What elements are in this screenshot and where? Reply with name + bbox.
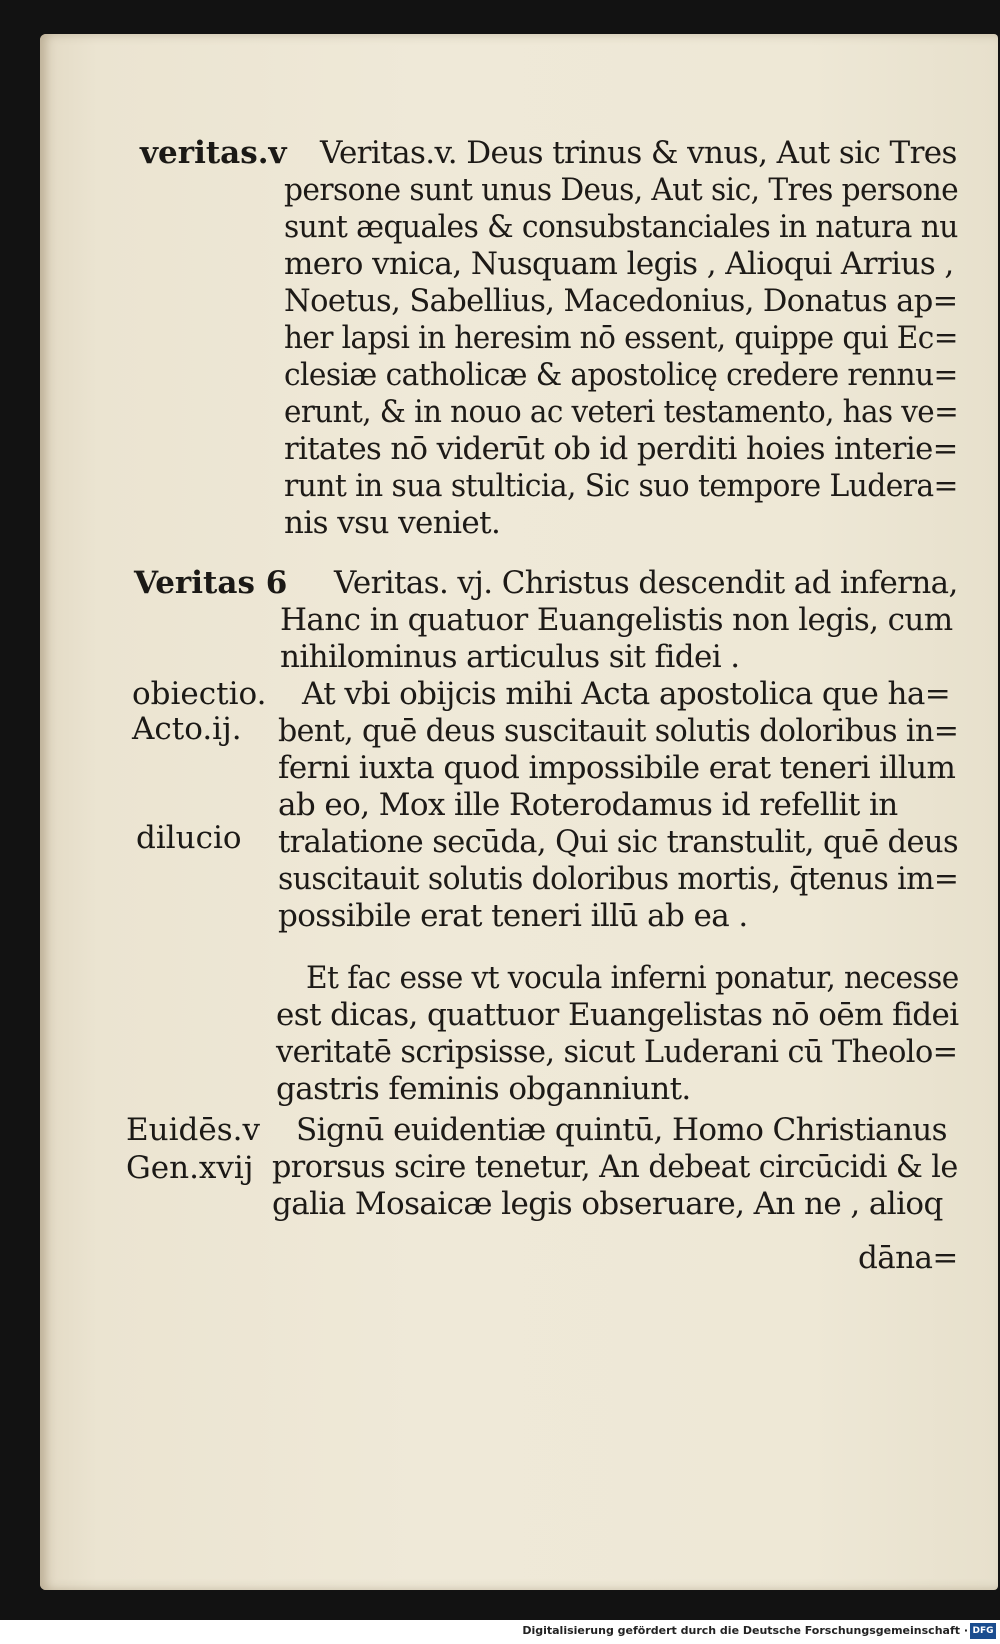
dfg-logo-icon: DFG (970, 1623, 996, 1639)
text-line: runt in sua stulticia, Sic suo tempore Ludera= (284, 468, 958, 504)
text-line: nis vsu veniet. (284, 505, 501, 541)
text-line: Et fac esse vt vocula inferni ponatur, necesse (306, 960, 959, 996)
text-line: At vbi obijcis mihi Acta apostolica que ha= (302, 676, 951, 712)
text-line: bent, quē deus suscitauit solutis doloribus in= (278, 713, 959, 749)
text-line: suscitauit solutis doloribus mortis, q̄tenus im= (278, 861, 959, 897)
text-line: est dicas, quattuor Euangelistas nō oēm fidei (276, 997, 959, 1033)
text-line: possibile erat teneri illū ab ea . (278, 898, 748, 934)
footer-credit: Digitalisierung gefördert durch die Deutsche Forschungsgemeinschaft · (522, 1624, 968, 1637)
margin-note: Acto.ij. (132, 711, 242, 747)
text-line: erunt, & in nouo ac veteri testamento, has ve= (284, 394, 959, 430)
text-line: prorsus scire tenetur, An debeat circūcidi & le (272, 1149, 958, 1185)
text-line: Signū euidentiæ quintū, Homo Christianus (296, 1112, 947, 1148)
footer-bar (0, 1620, 1000, 1644)
margin-note: dilucio (136, 820, 242, 856)
text-line: ritates nō viderūt ob id perditi hoies interie= (284, 431, 958, 467)
text-line: clesiæ catholicæ & apostolicę credere rennu= (284, 357, 958, 393)
margin-note: Veritas 6 (134, 565, 288, 601)
text-line: ab eo, Mox ille Roterodamus id refellit in (278, 787, 898, 823)
margin-note: Euidēs.v (126, 1112, 260, 1148)
text-line: nihilominus articulus sit fidei . (280, 639, 740, 675)
text-line: Veritas.v. Deus trinus & vnus, Aut sic Tres (320, 135, 957, 171)
margin-note: veritas.v (140, 135, 287, 171)
text-line: her lapsi in heresim nō essent, quippe qui Ec= (284, 320, 958, 356)
text-line: ferni iuxta quod impossibile erat teneri illum (278, 750, 956, 786)
text-line: gastris feminis obganniunt. (276, 1071, 691, 1107)
text-line: persone sunt unus Deus, Aut sic, Tres persone (284, 172, 959, 208)
text-line: mero vnica, Nusquam legis , Alioqui Arrius , (284, 246, 954, 282)
text-line: galia Mosaicæ legis obseruare, An ne , alioq (272, 1186, 943, 1222)
margin-note: Gen.xvij (126, 1150, 254, 1186)
catchword: dāna= (858, 1240, 958, 1276)
text-line: veritatē scripsisse, sicut Luderani cū Theolo= (276, 1034, 958, 1070)
text-line: tralatione secūda, Qui sic transtulit, quē deus (278, 824, 959, 860)
margin-note: obiectio. (132, 676, 267, 712)
text-line: Veritas. vj. Christus descendit ad inferna, (334, 565, 958, 601)
text-line: Noetus, Sabellius, Macedonius, Donatus ap= (284, 283, 958, 319)
text-line: sunt æquales & consubstanciales in natura nu (284, 209, 958, 245)
text-line: Hanc in quatuor Euangelistis non legis, cum (280, 602, 953, 638)
